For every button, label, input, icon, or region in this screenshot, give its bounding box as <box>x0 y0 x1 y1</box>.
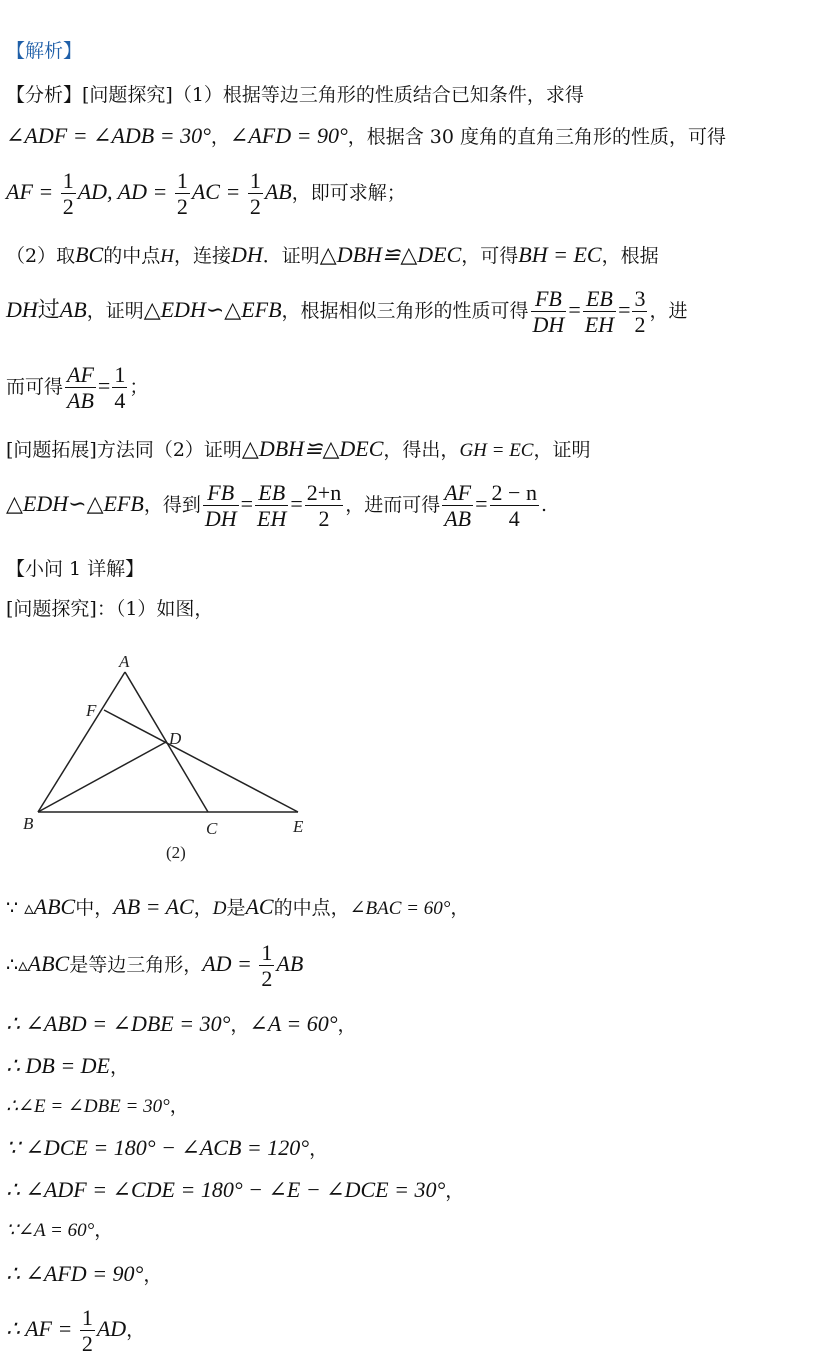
detail-header: 【小问 1 详解】 <box>6 558 145 580</box>
point-label-c: C <box>206 819 218 838</box>
fraction: $\frac{FB}{DH}$ <box>204 480 237 532</box>
analysis-line-8: △EDH∽△EFB，得到 $\frac{FB}{DH}$ = $\frac{EB}{EH}$ = $\frac{2+n}{2}$ ，进而可得 $\frac{AF}{AB}$ = $\frac{2 - n}{4}$ . <box>6 480 547 532</box>
math-angle-afd: ∠AFD = 90° <box>229 123 348 148</box>
segment-bd <box>38 742 166 812</box>
fraction: $\frac{1}{2}$ <box>261 940 273 992</box>
analysis-line-1: 【分析】[问题探究]（1）根据等边三角形的性质结合已知条件，求得 <box>6 84 584 106</box>
fraction: $\frac{FB}{DH}$ <box>532 286 565 338</box>
solution-header: 【解析】 <box>6 40 83 62</box>
fraction: $\frac{1}{4}$ <box>114 362 126 414</box>
analysis-line-2: ∠ADF = ∠ADB = 30°，∠AFD = 90°，根据含 30 度角的直角三角形的性质，可得 <box>6 123 727 148</box>
analysis-line-5: DH过AB，证明△EDH∽△EFB，根据相似三角形的性质可得 $\frac{FB}{DH}$ = $\frac{EB}{EH}$ = $\frac{3}{2}$ ，进 <box>6 286 688 338</box>
math-angle-adf: ∠ADF = ∠ADB = 30° <box>6 123 211 148</box>
step-2: ∴▵ABC是等边三角形，AD = $\frac{1}{2}$ AB <box>6 940 304 992</box>
point-label-d: D <box>169 729 182 748</box>
fraction: $\frac{AF}{AB}$ <box>67 362 94 414</box>
step-8: ∵∠A = 60°， <box>6 1219 114 1241</box>
point-label-e: E <box>293 817 304 836</box>
analysis-line-6: 而可得 $\frac{AF}{AB}$ = $\frac{1}{4}$ ； <box>6 362 149 414</box>
point-label-b: B <box>23 814 34 833</box>
fraction: $\frac{1}{2}$ <box>249 168 261 220</box>
fraction: $\frac{3}{2}$ <box>634 286 646 338</box>
fraction: $\frac{EB}{EH}$ <box>257 480 287 532</box>
step-6: ∵ ∠DCE = 180° − ∠ACB = 120°， <box>6 1135 329 1160</box>
segment-fe <box>104 710 298 812</box>
fraction: $\frac{1}{2}$ <box>176 168 188 220</box>
analysis-line-4: （2）取BC的中点H，连接DH．证明△DBH≌△DEC，可得BH = EC，根据 <box>6 242 659 267</box>
fraction: $\frac{2+n}{2}$ <box>306 480 342 532</box>
analysis-line-3: AF = $\frac{1}{2}$ AD, AD = $\frac{1}{2}$ AC = $\frac{1}{2}$ AB，即可求解； <box>6 168 406 220</box>
geometry-figure <box>18 648 338 868</box>
fraction: $\frac{2 - n}{4}$ <box>491 480 537 532</box>
step-10: ∴ AF = $\frac{1}{2}$ AD， <box>6 1305 146 1357</box>
step-7: ∴ ∠ADF = ∠CDE = 180° − ∠E − ∠DCE = 30°， <box>6 1177 465 1202</box>
analysis-line-7: [问题拓展]方法同（2）证明△DBH≌△DEC，得出，GH = EC，证明 <box>6 436 591 461</box>
segment-ac <box>125 672 208 812</box>
point-label-f: F <box>86 701 97 720</box>
detail-intro: [问题探究]：（1）如图， <box>6 598 214 620</box>
point-label-a: A <box>119 652 130 671</box>
step-9: ∴ ∠AFD = 90°， <box>6 1261 163 1286</box>
step-5: ∴∠E = ∠DBE = 30°， <box>6 1095 189 1117</box>
fraction: $\frac{EB}{EH}$ <box>584 286 615 338</box>
step-1: ∵ ▵ABC中，AB = AC，D是AC的中点，∠BAC = 60°， <box>6 894 470 919</box>
step-3: ∴ ∠ABD = ∠DBE = 30°，∠A = 60°， <box>6 1011 357 1036</box>
fraction: $\frac{1}{2}$ <box>62 168 74 220</box>
fraction: $\frac{AF}{AB}$ <box>444 480 472 532</box>
figure-caption: (2) <box>166 843 186 862</box>
segment-ab <box>38 672 125 812</box>
step-4: ∴ DB = DE， <box>6 1053 130 1078</box>
fraction: $\frac{1}{2}$ <box>81 1305 93 1357</box>
